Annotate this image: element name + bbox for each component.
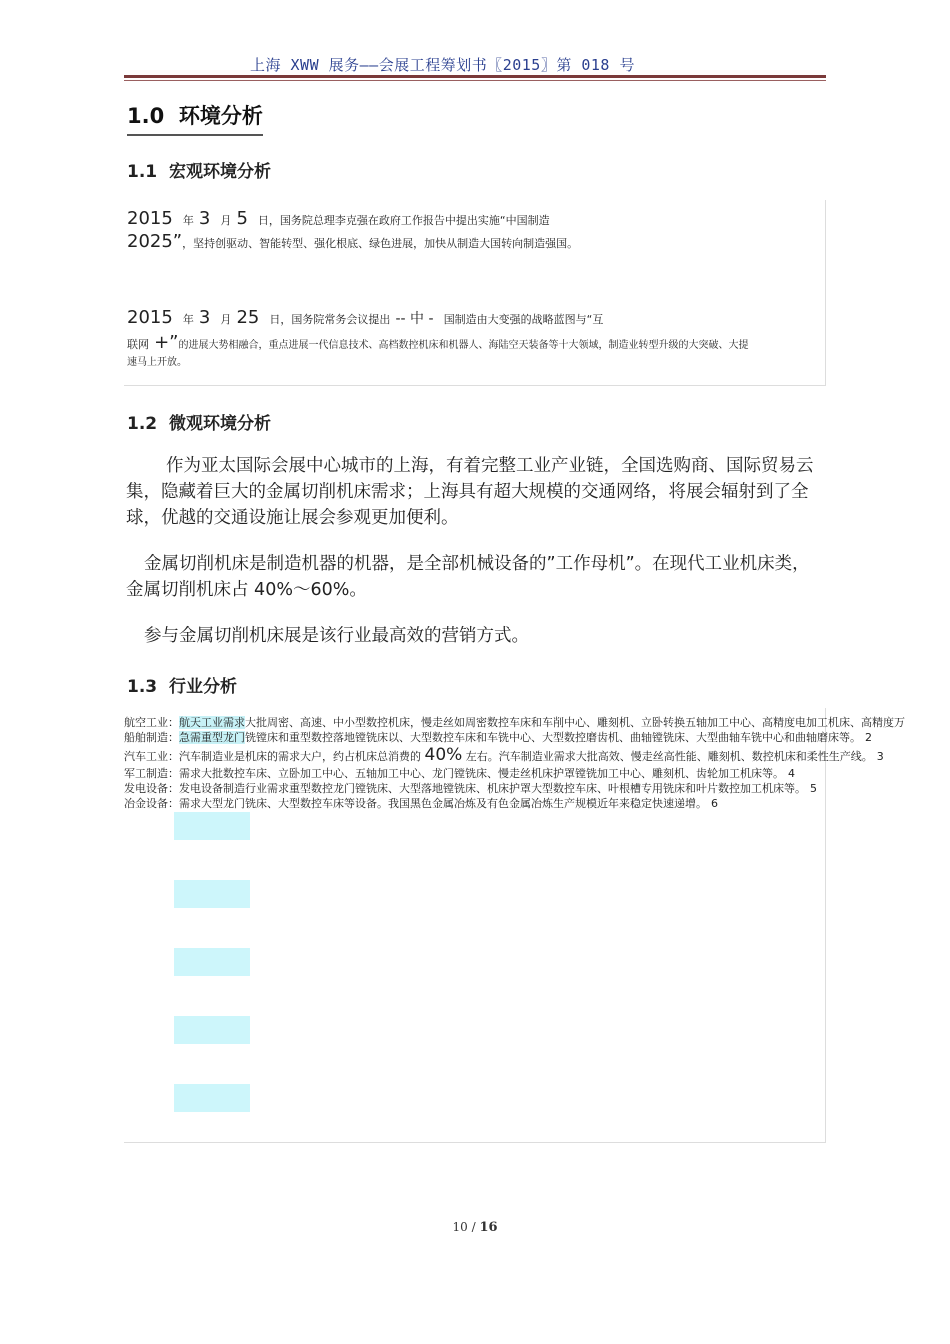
industry-item-aviation: 航空工业：航天工业需求大批周密、高速、中小型数控机床，慢走丝如周密数控车床和车削中心、雕刻机、立卧转换五轴加工中心、高精度电加工机床、高精度万 (124, 716, 905, 729)
section-heading-1-1 (127, 157, 271, 182)
industry-item-automotive: 汽车工业：汽车制造业是机床的需求大户，约占机床总消费的 40% 左右。汽车制造业需求大批高效、慢走丝高性能、雕刻机、数控机床和柔性生产线。 3 (124, 745, 884, 765)
date-month: 3 (198, 307, 211, 328)
date-year: 2015 (127, 208, 173, 229)
section-number: 1.3 (127, 677, 158, 697)
industry-item-shipbuilding: 船舶制造：急需重型龙门铣镗床和重型数控落地镗铣床以、大型数控车床和车铣中心、大型数控磨齿机、曲轴镗铣床、大型曲轴车铣中心和曲轴磨床等。 2 (124, 731, 872, 744)
macro-item-2-line-3: 速马上开放。 (127, 357, 187, 368)
page-footer (0, 1220, 950, 1235)
date-day: 5 (236, 208, 248, 229)
section-number: 1.1 (127, 162, 158, 182)
section-title: 微观环境分析 (168, 414, 271, 434)
section-heading-1-0 (127, 100, 263, 136)
current-page: 10 (452, 1220, 468, 1234)
highlight-block (174, 948, 250, 976)
macro-item-1-line-1: 2015 年 3 月 5 日，国务院总理李克强在政府工作报告中提出实施“中国制造 (127, 208, 550, 229)
total-pages: 16 (479, 1220, 498, 1235)
macro-item-2-line-2: 联网 +”的进展大势相融合，重点进展一代信息技术、高档数控机床和机器人、海陆空天装备等十大领域，制造业转型升级的大突破、大提 (127, 332, 749, 353)
highlight-block (174, 1016, 250, 1044)
highlight-block (174, 812, 250, 840)
highlight-block (174, 1084, 250, 1112)
date-year: 2015 (127, 307, 173, 328)
header-rule (124, 75, 826, 78)
section-number: 1.0 (127, 104, 165, 128)
industry-item-metallurgy: 冶金设备：需求大型龙门铣床、大型数控车床等设备。我国黑色金属冶炼及有色金属冶炼生产规模近年来稳定快速递增。 6 (124, 797, 718, 810)
section-title: 宏观环境分析 (168, 162, 271, 182)
section-heading-1-2 (127, 409, 271, 434)
document-header-title: 上海 XWW 展务——会展工程筹划书〖2015〗第 018 号 (250, 56, 635, 74)
section-number: 1.2 (127, 414, 158, 434)
micro-paragraph-2: 金属切削机床是制造机器的机器，是全部机械设备的”工作母机”。在现代工业机床类，金属切削机床占 40%～60%。 (126, 554, 810, 600)
highlight-block (174, 880, 250, 908)
macro-item-2-line-1: 2015 年 3 月 25 日，国务院常务会议提出 -- 中 - 国制造由大变强的战略蓝图与“互 (127, 307, 604, 328)
page-separator: / (471, 1220, 476, 1234)
section-title: 行业分析 (168, 677, 237, 697)
section-title: 环境分析 (178, 104, 263, 128)
section-heading-1-3 (127, 672, 237, 697)
micro-paragraph-1: 作为亚太国际会展中心城市的上海，有着完整工业产业链，全国选购商、国际贸易云集，隐藏着巨大的金属切削机床需求；上海具有超大规模的交通网络，将展会辐射到了全球，优越的交通设施让展会参观更加便利。 (126, 456, 814, 528)
industry-item-military: 军工制造：需求大批数控车床、立卧加工中心、五轴加工中心、龙门镗铣床、慢走丝机床护罩镗铣加工中心、雕刻机、齿轮加工机床等。 4 (124, 767, 795, 780)
date-day: 25 (236, 307, 260, 328)
header-rule-thin (124, 80, 826, 81)
macro-item-1-line-2: 2025”，坚持创驱动、智能转型、强化根底、绿色进展，加快从制造大国转向制造强国。 (127, 231, 579, 252)
micro-paragraph-3: 参与金属切削机床展是该行业最高效的营销方式。 (144, 626, 529, 646)
industry-item-power: 发电设备：发电设备制造行业需求重型数控龙门镗铣床、大型落地镗铣床、机床护罩大型数控车床、叶根槽专用铣床和叶片数控加工机床等。 5 (124, 782, 817, 795)
date-month: 3 (198, 208, 211, 229)
